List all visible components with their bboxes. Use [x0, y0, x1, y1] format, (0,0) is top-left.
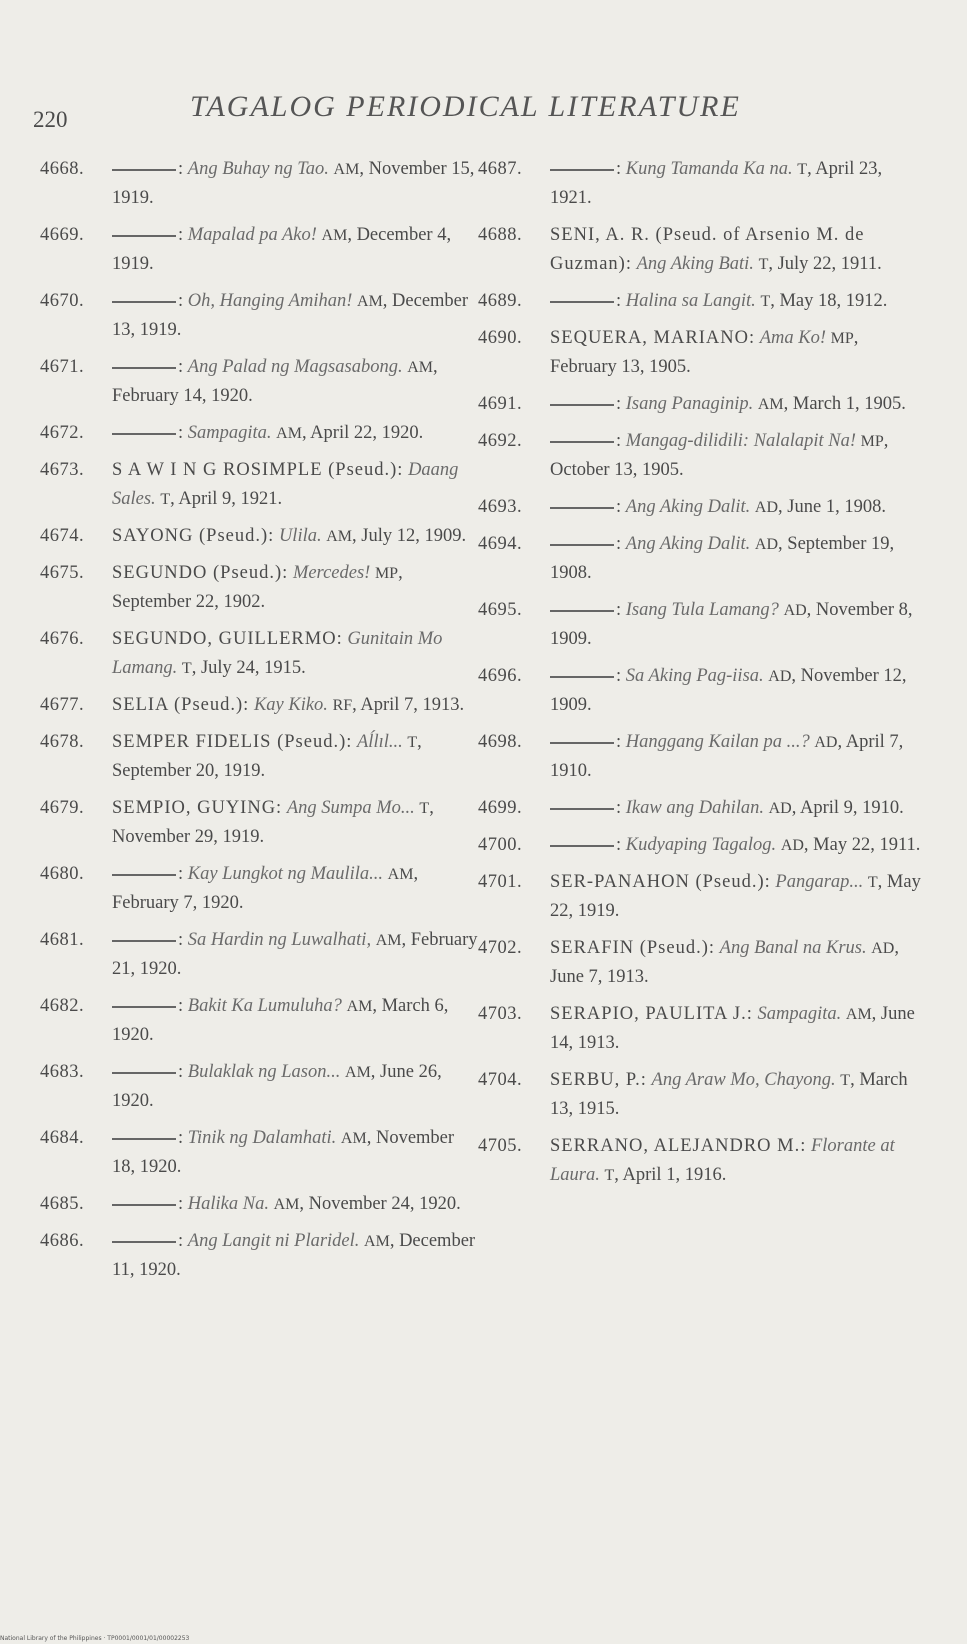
- ditto-dash: [550, 507, 614, 509]
- entry-title: Bakit Ka Lumuluha?: [187, 996, 342, 1016]
- bibliography-entry: 4673. S A W I N G ROSIMPLE (Pseud.): Daang Sales. T, April 9, 1921.: [40, 456, 480, 514]
- entry-number: 4678.: [40, 732, 85, 752]
- ditto-dash: [550, 301, 614, 303]
- entry-date: July 24, 1915.: [200, 658, 306, 678]
- entry-author: SEQUERA, MARIANO:: [550, 328, 756, 348]
- entry-date: July 22, 1911.: [777, 254, 882, 274]
- entry-title: Gunitain Mo Lamang.: [112, 629, 443, 678]
- entry-title: Oh, Hanging Amihan!: [187, 291, 353, 311]
- ditto-dash: [550, 441, 614, 443]
- bibliography-entry: 4678. SEMPER FIDELIS (Pseud.): Aĺlıl... T, September 20, 1919.: [40, 728, 480, 786]
- entry-source: AD: [814, 734, 838, 751]
- entry-title: Ang Buhay ng Tao.: [187, 159, 329, 179]
- entry-title: Florante at Laura.: [550, 1136, 895, 1185]
- ditto-dash: [112, 1241, 176, 1243]
- entry-title: Bulaklak ng Lason...: [187, 1062, 341, 1082]
- entry-title: Tinik ng Dalamhati.: [187, 1128, 337, 1148]
- entry-date: November 8, 1909.: [550, 600, 913, 649]
- entry-number: 4699.: [478, 798, 523, 818]
- entry-date: April 7, 1913.: [360, 695, 465, 715]
- entry-source: T: [797, 161, 808, 178]
- entry-title: Sa Hardin ng Luwalhati,: [187, 930, 372, 950]
- entry-number: 4705.: [478, 1136, 523, 1156]
- entry-author: SENI, A. R. (Pseud. of Arsenio M. de Guzman):: [550, 225, 865, 274]
- entry-date: April 7, 1910.: [550, 732, 904, 781]
- bibliography-entry: 4701. SER-PANAHON (Pseud.): Pangarap... T, May 22, 1919.: [478, 868, 928, 926]
- entry-title: Ang Aking Dalit.: [625, 497, 751, 517]
- entry-author: SERBU, P.:: [550, 1070, 647, 1090]
- entry-title: Halina sa Langit.: [625, 291, 756, 311]
- entry-source: AM: [364, 1233, 390, 1250]
- entry-author: SEMPIO, GUYING:: [112, 798, 283, 818]
- bibliography-entry: 4702. SERAFIN (Pseud.): Ang Banal na Krus. AD, June 7, 1913.: [478, 934, 928, 992]
- entry-title: Hanggang Kailan pa ...?: [625, 732, 810, 752]
- ditto-dash: [112, 874, 176, 876]
- bibliography-entry: 4669. : Mapalad pa Ako! AM, December 4, 1919.: [40, 221, 480, 279]
- ditto-dash: [112, 1138, 176, 1140]
- entry-author: S A W I N G ROSIMPLE (Pseud.):: [112, 460, 404, 480]
- entry-author: SERAPIO, PAULITA J.:: [550, 1004, 753, 1024]
- entry-number: 4684.: [40, 1128, 85, 1148]
- bibliography-entry: 4691. : Isang Panaginip. AM, March 1, 1905.: [478, 390, 928, 419]
- entry-title: Kay Kiko.: [253, 695, 328, 715]
- entry-source: AM: [345, 1064, 371, 1081]
- entry-title: Ang Aking Bati.: [636, 254, 754, 274]
- entry-number: 4696.: [478, 666, 523, 686]
- entry-title: Ang Aking Dalit.: [625, 534, 751, 554]
- entry-source: AM: [326, 528, 352, 545]
- bibliography-entry: 4680. : Kay Lungkot ng Maulila... AM, February 7, 1920.: [40, 860, 480, 918]
- entry-date: February 7, 1920.: [112, 893, 244, 913]
- entry-source: AM: [273, 1196, 300, 1213]
- entry-title: Halika Na.: [187, 1194, 269, 1214]
- entry-source: AD: [780, 837, 804, 854]
- entry-number: 4676.: [40, 629, 85, 649]
- bibliography-entry: 4672. : Sampagita. AM, April 22, 1920.: [40, 419, 480, 448]
- ditto-dash: [112, 433, 176, 435]
- entry-source: AM: [321, 227, 348, 244]
- ditto-dash: [112, 301, 176, 303]
- entry-number: 4669.: [40, 225, 85, 245]
- entry-date: June 26, 1920.: [112, 1062, 442, 1111]
- bibliography-entry: 4682. : Bakit Ka Lumuluha? AM, March 6, 1920.: [40, 992, 480, 1050]
- entry-title: Aĺlıl...: [357, 732, 403, 752]
- entry-title: Ang Langit ni Plaridel.: [187, 1231, 360, 1251]
- bibliography-entry: 4699. : Ikaw ang Dahilan. AD, April 9, 1910.: [478, 794, 928, 823]
- bibliography-entry: 4685. : Halika Na. AM, November 24, 1920.: [40, 1190, 480, 1219]
- bibliography-entry: 4677. SELIA (Pseud.): Kay Kiko. RF, April 7, 1913.: [40, 691, 480, 720]
- entry-source: T: [181, 660, 192, 677]
- entry-source: AD: [768, 800, 792, 817]
- ditto-dash: [112, 940, 176, 942]
- bibliography-entry: 4694. : Ang Aking Dalit. AD, September 19, 1908.: [478, 530, 928, 588]
- entry-number: 4689.: [478, 291, 523, 311]
- bibliography-entry: 4703. SERAPIO, PAULITA J.: Sampagita. AM, June 14, 1913.: [478, 1000, 928, 1058]
- bibliography-entry: 4704. SERBU, P.: Ang Araw Mo, Chayong. T, March 13, 1915.: [478, 1066, 928, 1124]
- ditto-dash: [550, 676, 614, 678]
- right-column: [478, 155, 928, 1198]
- entry-author: SELIA (Pseud.):: [112, 695, 250, 715]
- bibliography-entry: 4695. : Isang Tula Lamang? AD, November 8, 1909.: [478, 596, 928, 654]
- entry-source: AM: [375, 932, 402, 949]
- entry-number: 4698.: [478, 732, 523, 752]
- entry-date: May 18, 1912.: [779, 291, 888, 311]
- scan-footer: National Library of the Philippines · TP0001/0001/01/00002253: [0, 1635, 190, 1642]
- entry-source: AM: [845, 1006, 872, 1023]
- entry-number: 4700.: [478, 835, 523, 855]
- entry-title: Ama Ko!: [759, 328, 827, 348]
- entry-number: 4688.: [478, 225, 523, 245]
- entry-date: December 11, 1920.: [112, 1231, 476, 1280]
- entry-number: 4682.: [40, 996, 85, 1016]
- entry-date: April 1, 1916.: [622, 1165, 727, 1185]
- bibliography-entry: 4693. : Ang Aking Dalit. AD, June 1, 1908.: [478, 493, 928, 522]
- entry-date: September 22, 1902.: [112, 592, 266, 612]
- entry-source: AM: [276, 425, 302, 442]
- entry-source: MP: [830, 330, 854, 347]
- entry-source: T: [867, 874, 878, 891]
- entry-date: November 18, 1920.: [112, 1128, 455, 1177]
- entry-title: Ang Palad ng Magsasabong.: [187, 357, 403, 377]
- bibliography-entry: 4686. : Ang Langit ni Plaridel. AM, December 11, 1920.: [40, 1227, 480, 1285]
- entry-number: 4677.: [40, 695, 85, 715]
- entry-author: SEMPER FIDELIS (Pseud.):: [112, 732, 353, 752]
- entry-date: July 12, 1909.: [361, 526, 467, 546]
- entry-date: May 22, 1919.: [550, 872, 921, 921]
- bibliography-entry: 4688. SENI, A. R. (Pseud. of Arsenio M. de Guzman): Ang Aking Bati. T, July 22, 1911.: [478, 221, 928, 279]
- entry-source: AM: [407, 359, 433, 376]
- entry-source: T: [407, 734, 418, 751]
- entry-number: 4694.: [478, 534, 523, 554]
- ditto-dash: [550, 742, 614, 744]
- entry-author: SERAFIN (Pseud.):: [550, 938, 716, 958]
- entry-date: December 4, 1919.: [112, 225, 452, 274]
- bibliography-entry: 4687. : Kung Tamanda Ka na. T, April 23, 1921.: [478, 155, 928, 213]
- entry-source: T: [160, 491, 171, 508]
- entry-source: AM: [757, 396, 784, 413]
- entry-date: November 29, 1919.: [112, 827, 265, 847]
- entry-author: SER-PANAHON (Pseud.):: [550, 872, 771, 892]
- entry-date: June 1, 1908.: [787, 497, 886, 517]
- entry-number: 4704.: [478, 1070, 523, 1090]
- ditto-dash: [550, 169, 614, 171]
- entry-date: November 12, 1909.: [550, 666, 907, 715]
- entry-title: Mercedes!: [292, 563, 371, 583]
- entry-title: Ulila.: [278, 526, 322, 546]
- bibliography-entry: 4670. : Oh, Hanging Amihan! AM, December 13, 1919.: [40, 287, 480, 345]
- entry-title: Isang Panaginip.: [625, 394, 754, 414]
- entry-source: AM: [340, 1130, 367, 1147]
- entry-date: February 13, 1905.: [550, 357, 691, 377]
- entry-date: June 14, 1913.: [550, 1004, 915, 1053]
- ditto-dash: [112, 1204, 176, 1206]
- entry-number: 4673.: [40, 460, 85, 480]
- entry-date: June 7, 1913.: [550, 967, 649, 987]
- entry-date: September 20, 1919.: [112, 761, 266, 781]
- bibliography-entry: 4692. : Mangag-dilidili: Nalalapit Na! MP, October 13, 1905.: [478, 427, 928, 485]
- entry-number: 4680.: [40, 864, 85, 884]
- entry-source: AM: [333, 161, 360, 178]
- bibliography-entry: 4684. : Tinik ng Dalamhati. AM, November 18, 1920.: [40, 1124, 480, 1182]
- bibliography-entry: 4689. : Halina sa Langit. T, May 18, 1912.: [478, 287, 928, 316]
- entry-source: MP: [374, 565, 399, 582]
- bibliography-entry: 4700. : Kudyaping Tagalog. AD, May 22, 1911.: [478, 831, 928, 860]
- bibliography-entry: 4696. : Sa Aking Pag-iisa. AD, November 12, 1909.: [478, 662, 928, 720]
- bibliography-entry: 4690. SEQUERA, MARIANO: Ama Ko! MP, February 13, 1905.: [478, 324, 928, 382]
- entry-title: Kudyaping Tagalog.: [625, 835, 777, 855]
- ditto-dash: [550, 808, 614, 810]
- entry-date: March 13, 1915.: [550, 1070, 908, 1119]
- left-column: [40, 155, 480, 1293]
- entry-number: 4691.: [478, 394, 523, 414]
- entry-source: T: [840, 1072, 851, 1089]
- entry-number: 4690.: [478, 328, 523, 348]
- entry-source: T: [604, 1167, 615, 1184]
- bibliography-entry: 4681. : Sa Hardin ng Luwalhati, AM, February 21, 1920.: [40, 926, 480, 984]
- entry-date: November 24, 1920.: [308, 1194, 461, 1214]
- entry-author: SEGUNDO (Pseud.):: [112, 563, 289, 583]
- entry-number: 4692.: [478, 431, 523, 451]
- entry-number: 4679.: [40, 798, 85, 818]
- ditto-dash: [112, 1006, 176, 1008]
- entry-date: March 6, 1920.: [112, 996, 449, 1045]
- ditto-dash: [550, 544, 614, 546]
- entry-source: AD: [768, 668, 792, 685]
- bibliography-entry: 4683. : Bulaklak ng Lason... AM, June 26, 1920.: [40, 1058, 480, 1116]
- entry-author: SAYONG (Pseud.):: [112, 526, 275, 546]
- entry-source: AD: [871, 940, 895, 957]
- entry-number: 4693.: [478, 497, 523, 517]
- entry-source: AM: [357, 293, 383, 310]
- entry-number: 4686.: [40, 1231, 85, 1251]
- entry-date: September 19, 1908.: [550, 534, 895, 583]
- entry-author: SERRANO, ALEJANDRO M.:: [550, 1136, 807, 1156]
- entry-date: November 15, 1919.: [112, 159, 475, 208]
- entry-title: Ikaw ang Dahilan.: [625, 798, 764, 818]
- page-title: TAGALOG PERIODICAL LITERATURE: [190, 90, 741, 123]
- bibliography-entry: 4698. : Hanggang Kailan pa ...? AD, April 7, 1910.: [478, 728, 928, 786]
- ditto-dash: [550, 610, 614, 612]
- ditto-dash: [112, 169, 176, 171]
- entry-source: T: [419, 800, 430, 817]
- entry-title: Sa Aking Pag-iisa.: [625, 666, 764, 686]
- entry-title: Mapalad pa Ako!: [187, 225, 317, 245]
- page-number: 220: [33, 107, 68, 132]
- entry-date: April 23, 1921.: [550, 159, 883, 208]
- bibliography-entry: 4679. SEMPIO, GUYING: Ang Sumpa Mo... T, November 29, 1919.: [40, 794, 480, 852]
- entry-number: 4687.: [478, 159, 523, 179]
- ditto-dash: [112, 235, 176, 237]
- ditto-dash: [112, 1072, 176, 1074]
- entry-date: October 13, 1905.: [550, 460, 684, 480]
- entry-number: 4683.: [40, 1062, 85, 1082]
- entry-title: Kay Lungkot ng Maulila...: [187, 864, 384, 884]
- entry-date: April 9, 1910.: [799, 798, 904, 818]
- entry-source: AD: [754, 499, 779, 516]
- entry-title: Kung Tamanda Ka na.: [625, 159, 793, 179]
- entry-number: 4671.: [40, 357, 85, 377]
- entry-number: 4672.: [40, 423, 85, 443]
- entry-number: 4702.: [478, 938, 523, 958]
- entry-number: 4701.: [478, 872, 523, 892]
- entry-source: AM: [387, 866, 414, 883]
- bibliography-entry: 4705. SERRANO, ALEJANDRO M.: Florante at Laura. T, April 1, 1916.: [478, 1132, 928, 1190]
- entry-date: April 22, 1920.: [310, 423, 424, 443]
- entry-source: AD: [754, 536, 779, 553]
- ditto-dash: [550, 845, 614, 847]
- bibliography-entry: 4675. SEGUNDO (Pseud.): Mercedes! MP, September 22, 1902.: [40, 559, 480, 617]
- entry-date: March 1, 1905.: [792, 394, 906, 414]
- entry-title: Ang Banal na Krus.: [719, 938, 867, 958]
- entry-number: 4674.: [40, 526, 85, 546]
- bibliography-entry: 4671. : Ang Palad ng Magsasabong. AM, February 14, 1920.: [40, 353, 480, 411]
- bibliography-entry: 4668. : Ang Buhay ng Tao. AM, November 15, 1919.: [40, 155, 480, 213]
- entry-date: December 13, 1919.: [112, 291, 469, 340]
- ditto-dash: [550, 404, 614, 406]
- entry-title: Ang Araw Mo, Chayong.: [651, 1070, 836, 1090]
- entry-source: T: [758, 256, 769, 273]
- entry-title: Mangag-dilidili: Nalalapit Na!: [625, 431, 856, 451]
- entry-number: 4670.: [40, 291, 85, 311]
- entry-date: May 22, 1911.: [813, 835, 921, 855]
- entry-source: AM: [346, 998, 373, 1015]
- entry-source: MP: [860, 433, 884, 450]
- entry-number: 4695.: [478, 600, 523, 620]
- entry-title: Ang Sumpa Mo...: [286, 798, 415, 818]
- entry-number: 4675.: [40, 563, 85, 583]
- entry-title: Pangarap...: [775, 872, 864, 892]
- entry-source: T: [760, 293, 771, 310]
- bibliography-entry: 4676. SEGUNDO, GUILLERMO: Gunitain Mo Lamang. T, July 24, 1915.: [40, 625, 480, 683]
- entry-number: 4703.: [478, 1004, 523, 1024]
- entry-title: Sampagita.: [757, 1004, 842, 1024]
- entry-date: April 9, 1921.: [178, 489, 283, 509]
- ditto-dash: [112, 367, 176, 369]
- entry-title: Sampagita.: [187, 423, 272, 443]
- entry-author: SEGUNDO, GUILLERMO:: [112, 629, 343, 649]
- entry-date: February 14, 1920.: [112, 386, 253, 406]
- entry-source: RF: [332, 697, 353, 714]
- entry-title: Isang Tula Lamang?: [625, 600, 779, 620]
- entry-date: February 21, 1920.: [112, 930, 478, 979]
- entry-number: 4681.: [40, 930, 85, 950]
- entry-source: AD: [783, 602, 807, 619]
- entry-number: 4685.: [40, 1194, 85, 1214]
- bibliography-entry: 4674. SAYONG (Pseud.): Ulila. AM, July 12, 1909.: [40, 522, 480, 551]
- entry-number: 4668.: [40, 159, 85, 179]
- entry-title: Daang Sales.: [112, 460, 459, 509]
